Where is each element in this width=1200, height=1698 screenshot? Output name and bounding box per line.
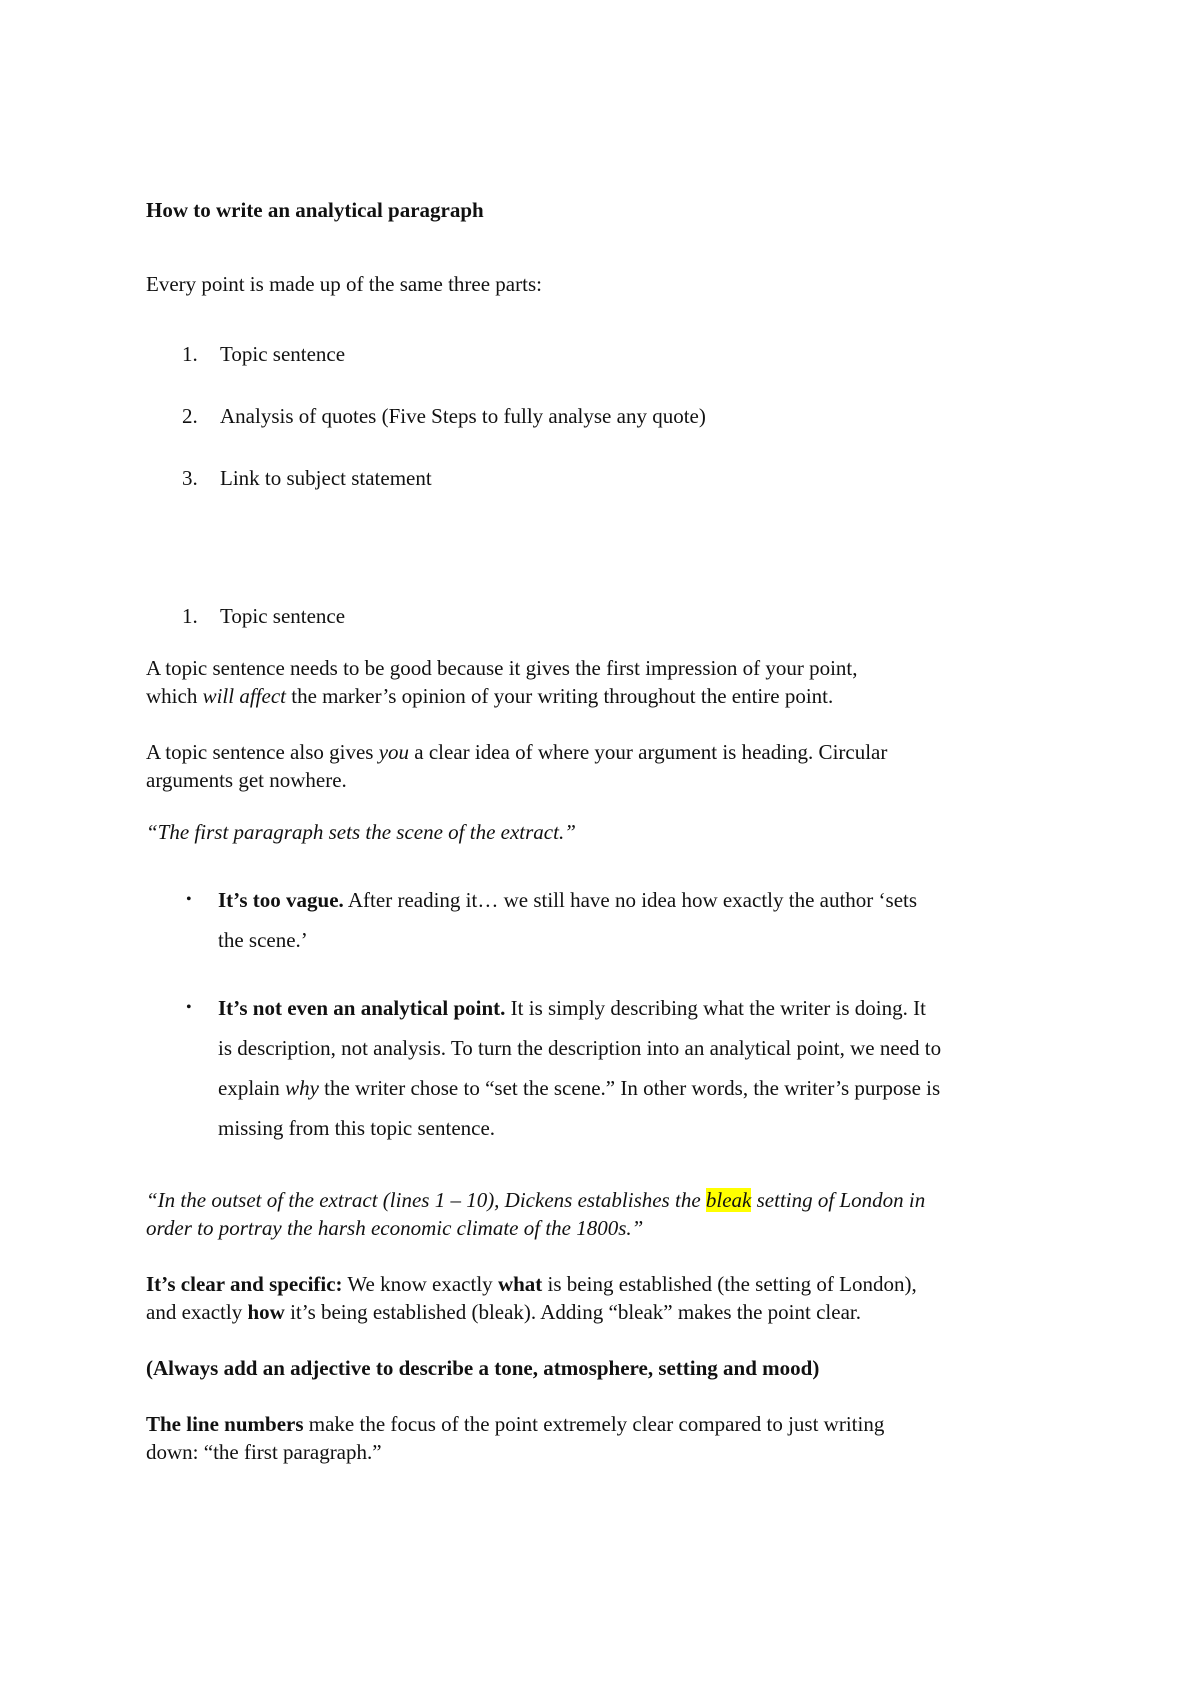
list-item: [182, 402, 706, 430]
paragraph-5-line-2: down: “the first paragraph.”: [146, 1440, 382, 1464]
emphasis-text: you: [378, 740, 410, 764]
bullet-1-line-1: [218, 880, 917, 920]
text-run: is being established (the setting of London),: [542, 1272, 917, 1296]
list-item: [182, 340, 345, 368]
text-run: make the focus of the point extremely clear compared to just writing: [303, 1412, 885, 1436]
text-run: and exactly: [146, 1300, 248, 1324]
section-heading-text: Topic sentence: [220, 604, 346, 628]
list-item: [182, 464, 432, 492]
paragraph-4: (Always add an adjective to describe a tone, atmosphere, setting and mood): [146, 1356, 820, 1380]
example-quote-2-line-1: [146, 1186, 925, 1214]
list-number: 1.: [182, 342, 198, 366]
example-quote-2-line-2: order to portray the harsh economic climate of the 1800s.”: [146, 1216, 644, 1240]
bullet-bold-text: It’s not even an analytical point.: [218, 996, 506, 1020]
list-number: 3.: [182, 466, 198, 490]
bullet-2-line-2: is description, not analysis. To turn the description into an analytical point, we need to: [218, 1036, 942, 1060]
text-run: the marker’s opinion of your writing throughout the entire point.: [285, 684, 834, 708]
list-text: Link to subject statement: [220, 466, 432, 490]
text-run: it’s being established (bleak). Adding “bleak” makes the point clear.: [284, 1300, 861, 1324]
bullet-glyph: •: [186, 999, 192, 1016]
paragraph-3-line-2: [146, 1298, 861, 1326]
bold-text: It’s clear and specific:: [146, 1272, 343, 1296]
section-heading: [182, 602, 345, 630]
intro-text: Every point is made up of the same three parts:: [146, 272, 542, 296]
bullet-glyph: •: [186, 891, 192, 908]
bullet-2-line-4: missing from this topic sentence.: [218, 1116, 496, 1140]
list-text: Analysis of quotes (Five Steps to fully analyse any quote): [220, 404, 706, 428]
paragraph-1-line-2: [146, 682, 833, 710]
list-number: 2.: [182, 404, 198, 428]
bullet-bold-text: It’s too vague.: [218, 888, 344, 912]
bold-text: how: [247, 1300, 285, 1324]
example-quote-1: “The first paragraph sets the scene of the extract.”: [146, 820, 576, 844]
bullet-2-line-3: [218, 1068, 940, 1108]
text-run: a clear idea of where your argument is heading. Circular: [409, 740, 888, 764]
paragraph-2-line-2: arguments get nowhere.: [146, 768, 347, 792]
text-run: After reading it… we still have no idea how exactly the author ‘sets: [343, 888, 918, 912]
emphasis-text: will affect: [202, 684, 286, 708]
text-run: A topic sentence also gives: [146, 740, 379, 764]
section-number: 1.: [182, 604, 198, 628]
list-text: Topic sentence: [220, 342, 346, 366]
text-run: It is simply describing what the writer is doing. It: [505, 996, 926, 1020]
paragraph-3-line-1: [146, 1270, 917, 1298]
paragraph-1-line-1: A topic sentence needs to be good because it gives the first impression of your point,: [146, 656, 858, 680]
paragraph-2-line-1: [146, 738, 887, 766]
bullet-1-line-2: the scene.’: [218, 928, 308, 952]
bullet-2-line-1: [218, 988, 926, 1028]
text-run: setting of London in: [751, 1188, 926, 1212]
emphasis-text: why: [285, 1076, 319, 1100]
document-title: How to write an analytical paragraph: [146, 198, 484, 222]
highlighted-word: bleak: [705, 1188, 752, 1212]
text-run: “In the outset of the extract (lines 1 – 10), Dickens establishes the: [146, 1188, 706, 1212]
text-run: which: [146, 684, 203, 708]
text-run: the writer chose to “set the scene.” In other words, the writer’s purpose is: [318, 1076, 941, 1100]
text-run: explain: [218, 1076, 286, 1100]
bold-text: what: [497, 1272, 543, 1296]
paragraph-5-line-1: [146, 1410, 884, 1438]
bold-text: The line numbers: [146, 1412, 304, 1436]
text-run: We know exactly: [342, 1272, 498, 1296]
